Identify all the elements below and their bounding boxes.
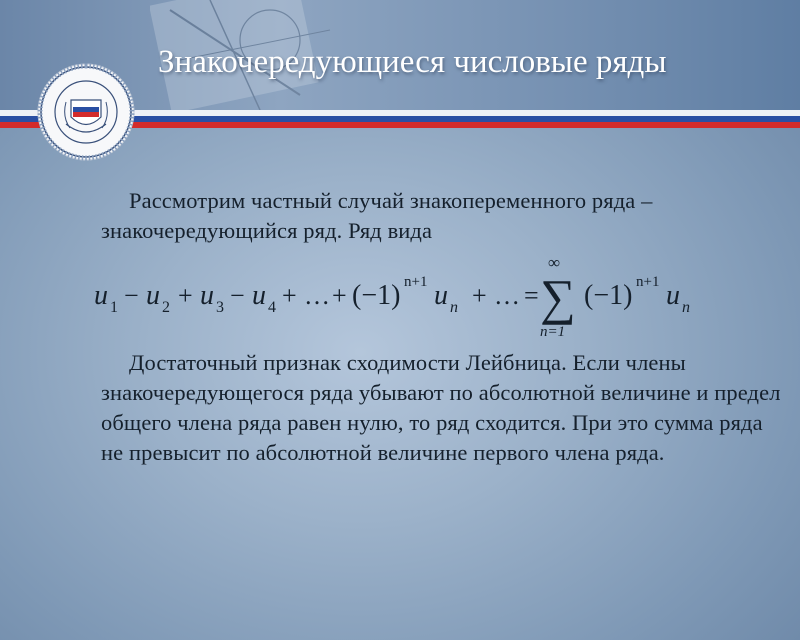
- term-un-1: u: [434, 280, 448, 311]
- dots-1: …: [304, 281, 330, 310]
- op-minus-1: −: [124, 281, 139, 310]
- term-u3: u: [200, 280, 214, 311]
- neg-one-1: (−1): [352, 280, 401, 311]
- exponent-2: n+1: [636, 274, 660, 290]
- sigma-symbol: ∑: [540, 269, 576, 325]
- op-plus-2: +: [282, 281, 297, 310]
- op-plus-4: +: [472, 281, 487, 310]
- intro-paragraph: Рассмотрим частный случай знакопеременного ряда – знакочередующийся ряд. Ряд вида: [101, 188, 653, 243]
- term-u2: u: [146, 280, 160, 311]
- op-minus-2: −: [230, 281, 245, 310]
- slide-title: Знакочередующиеся числовые ряды: [158, 44, 667, 80]
- sub-n-1: n: [450, 299, 458, 316]
- op-plus-3: +: [332, 281, 347, 310]
- university-seal-logo: [36, 62, 136, 162]
- sub-4: 4: [268, 299, 276, 316]
- alternating-series-formula: [80, 250, 720, 340]
- sub-n-2: n: [682, 299, 690, 316]
- op-plus-1: +: [178, 281, 193, 310]
- exponent-1: n+1: [404, 274, 428, 290]
- leibniz-paragraph: Достаточный признак сходимости Лейбница. Если члены знакочередующегося ряда убывают по абсолютной величине и предел общего члена ряда равен нулю, то ряд сходится. При это сумма ряда не превысит по абсолютной величине первого члена ряда.: [101, 350, 781, 465]
- sum-upper-limit: ∞: [548, 253, 561, 272]
- sub-3: 3: [216, 299, 224, 316]
- term-u4: u: [252, 280, 266, 311]
- sum-lower-limit: n=1: [540, 324, 566, 340]
- sub-1: 1: [110, 299, 118, 316]
- equals-sign: =: [524, 281, 539, 310]
- term-un-2: u: [666, 280, 680, 311]
- term-u1: u: [94, 280, 108, 311]
- neg-one-2: (−1): [584, 280, 633, 311]
- dots-2: …: [494, 281, 520, 310]
- sub-2: 2: [162, 299, 170, 316]
